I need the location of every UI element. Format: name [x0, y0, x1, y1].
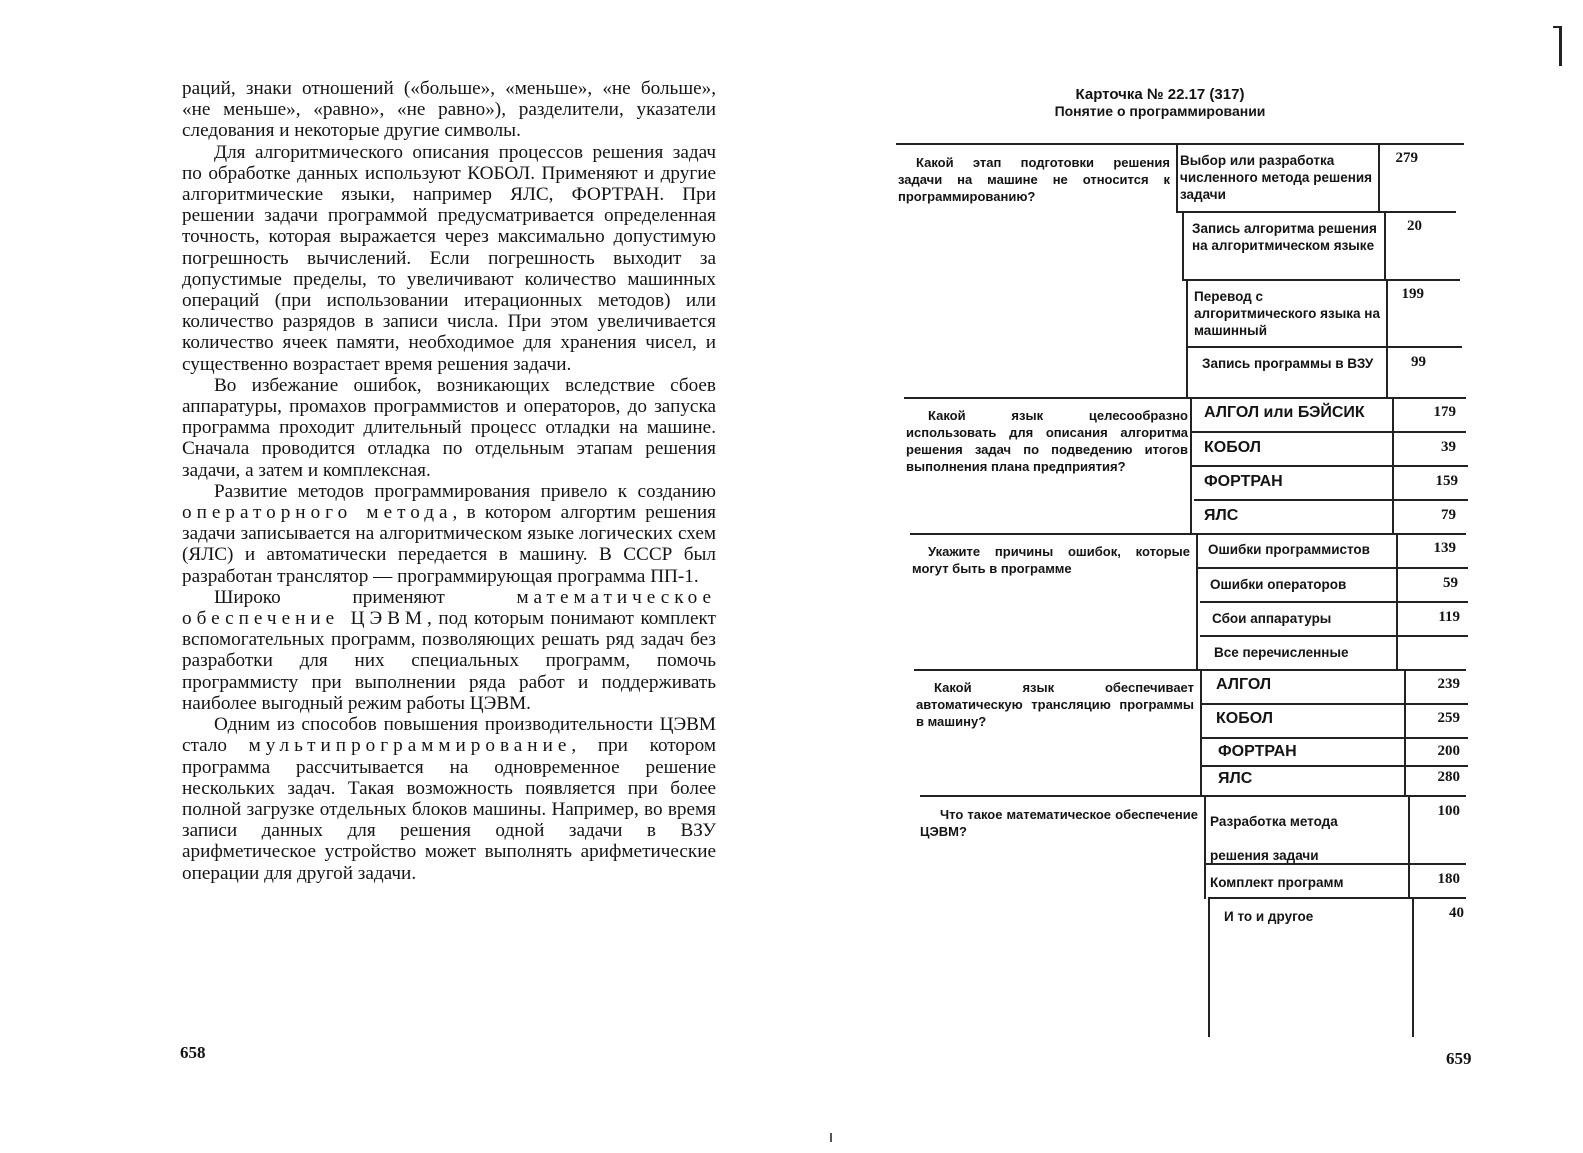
- question-text: Укажите причины ошибок, которые могут быть в программе: [912, 544, 1190, 576]
- answer-option: ЯЛС: [1218, 770, 1253, 787]
- answer-option: ФОРТРАН: [1204, 473, 1283, 490]
- table-rule: [1208, 897, 1210, 1037]
- table-rule: [1204, 795, 1206, 899]
- card-title: Карточка № 22.17 (317): [1075, 86, 1245, 103]
- answer-option: Ошибки программистов: [1208, 542, 1370, 557]
- answer-code: 180: [1437, 871, 1460, 887]
- answer-code: 200: [1437, 743, 1460, 759]
- answer-option: Ошибки операторов: [1210, 577, 1347, 592]
- emphasized-term: мультипрограммирование: [248, 735, 572, 757]
- answer-code: 99: [1411, 354, 1426, 370]
- answer-option: Запись программы в ВЗУ: [1202, 356, 1374, 371]
- table-rule: [1190, 397, 1192, 535]
- question-text: Что такое математическое обеспечение ЦЭВМ?: [920, 807, 1198, 839]
- table-rule: [1196, 533, 1198, 671]
- answer-option: И то и другое: [1224, 909, 1314, 924]
- text-run: , при котором программа рассчитывается на одновременное решение нескольких задач. Такая возможность появляется при более полной загрузке отдельных блоков машины. Например, во время записи данных для решения одной задачи в ВЗУ арифметическое устройство может выполнять арифметические операции для другой задачи.: [182, 735, 716, 884]
- answer-code: 100: [1437, 803, 1460, 819]
- answer-option: Сбои аппаратуры: [1212, 611, 1332, 626]
- table-rule: [1200, 703, 1468, 705]
- left-page-text: [182, 78, 716, 884]
- emphasized-term: операторного метода: [182, 502, 453, 524]
- table-rule: [920, 795, 1466, 797]
- table-rule: [1194, 499, 1468, 501]
- left-page: [0, 0, 780, 1153]
- table-rule: [1190, 431, 1466, 433]
- paragraph: [182, 587, 716, 714]
- question-text: Какой язык целесообразно использовать для описания алгоритма решения задач по подведению итогов выполнения плана предприятия?: [906, 408, 1188, 474]
- answer-code: 280: [1437, 769, 1460, 785]
- table-rule: [1200, 669, 1202, 797]
- answer-code: 119: [1438, 609, 1460, 625]
- table-rule: [1208, 897, 1466, 899]
- table-rule: [904, 397, 1466, 399]
- table-rule: [1408, 795, 1410, 899]
- table-rule: [1198, 567, 1468, 569]
- table-rule: [1200, 765, 1468, 767]
- table-rule: [1178, 211, 1456, 213]
- table-rule: [1188, 346, 1462, 348]
- answer-code: 239: [1437, 676, 1460, 692]
- answer-option: Запись алгоритма решения на алгоритмическом языке: [1192, 221, 1377, 253]
- answer-code: 39: [1441, 439, 1456, 455]
- answer-code: 259: [1437, 710, 1460, 726]
- answer-code: 40: [1449, 905, 1464, 921]
- answer-option: АЛГОЛ или БЭЙСИК: [1204, 404, 1365, 421]
- question-text: Какой язык обеспечивает автоматическую трансляцию программы в машину?: [916, 680, 1194, 729]
- answer-option: ЯЛС: [1204, 507, 1239, 524]
- answer-option: КОБОЛ: [1204, 439, 1261, 456]
- paragraph: [182, 714, 716, 884]
- right-page: [780, 0, 1583, 1153]
- table-rule: [1184, 279, 1460, 281]
- table-rule: [1392, 397, 1394, 535]
- table-rule: [1200, 601, 1468, 603]
- page-edge-mark: [1559, 26, 1562, 66]
- answer-option: КОБОЛ: [1216, 710, 1273, 727]
- page-number-left: 658: [180, 1043, 206, 1062]
- question-text: Какой этап подготовки решения задачи на машине не относится к программированию?: [898, 155, 1170, 204]
- gutter-mark: [830, 1133, 832, 1142]
- paragraph: раций, знаки отношений («больше», «меньше», «не больше», «не меньше», «равно», «не равно»), разделители, указатели следования и некоторые другие символы.: [182, 78, 716, 142]
- answer-code: 199: [1401, 286, 1424, 302]
- paragraph: Во избежание ошибок, возникающих вследствие сбоев аппаратуры, промахов программистов и операторов, до запуска программа проходит длительный процесс отладки на машине. Сначала проводится отладка по отдельным этапам решения задачи, а затем и комплексная.: [182, 374, 716, 481]
- paragraph: [182, 481, 716, 587]
- paragraph: Для алгоритмического описания процессов решения задач по обработке данных используют КОБОЛ. Применяют и другие алгоритмические языки, например ЯЛС, ФОРТРАН. При решении задачи программой предусматривается определенная точность, которая выражается через максимально допустимую погрешность вычислений. Если погрешность выходит за допустимые пределы, то увеличивают количество машинных операций (при использовании итерационных методов) или количество разрядов в записи числа. При этом увеличивается количество ячеек памяти, необходимое для хранения чисел, и существенно возрастает время решения задачи.: [182, 141, 716, 375]
- table-rule: [1182, 211, 1184, 281]
- page-number-right: 659: [1446, 1049, 1472, 1068]
- table-rule: [1176, 143, 1178, 213]
- question-table: [780, 0, 1583, 1153]
- answer-option: Перевод с алгоритмического языка на машинный: [1194, 289, 1380, 338]
- answer-option: Разработка метода решения задачи: [1210, 814, 1338, 863]
- text-run: , под которым понимают комплект вспомогательных программ, позволяющих решать ряд задач без разработки для них специальных программ, помочь программисту при выполнении ряда работ и поддерживать наиболее выгодный режим работы ЦЭВМ.: [182, 608, 716, 714]
- table-rule: [1200, 635, 1468, 637]
- table-rule: [1404, 669, 1406, 797]
- table-rule: [910, 533, 1466, 535]
- answer-code: 79: [1441, 507, 1456, 523]
- answer-code: 279: [1395, 150, 1418, 166]
- table-rule: [1396, 533, 1398, 671]
- emphasized-term: математическое обеспечение ЦЭВМ: [182, 586, 716, 630]
- table-rule: [914, 669, 1466, 671]
- answer-option: Выбор или разработка численного метода решения задачи: [1180, 153, 1373, 202]
- answer-code: 159: [1435, 473, 1458, 489]
- answer-code: 59: [1443, 575, 1458, 591]
- table-rule: [1192, 465, 1468, 467]
- text-run: Широко применяют: [214, 586, 517, 608]
- answer-option: ФОРТРАН: [1218, 743, 1297, 760]
- answer-option: Комплект программ: [1210, 875, 1344, 890]
- answer-option: АЛГОЛ: [1216, 676, 1272, 693]
- answer-option: Все перечисленные: [1214, 645, 1349, 660]
- table-rule: [1412, 897, 1414, 1037]
- table-rule: [1200, 737, 1468, 739]
- text-run: , в котором алгортим решения задачи записывается на алгоритмическом языке логических схем (ЯЛС) и автоматически передается в машину. В СССР был разработан транслятор — программирующая программа ПП-1.: [182, 502, 716, 587]
- text-run: Одним из способов повышения производительности ЦЭВМ стало: [182, 714, 716, 757]
- card-subtitle: Понятие о программировании: [1054, 103, 1266, 119]
- answer-code: 139: [1433, 540, 1456, 556]
- table-rule: [1186, 279, 1188, 399]
- answer-code: 20: [1407, 218, 1422, 234]
- text-run: Развитие методов программирования привело к созданию: [214, 480, 716, 502]
- answer-code: 179: [1433, 404, 1456, 420]
